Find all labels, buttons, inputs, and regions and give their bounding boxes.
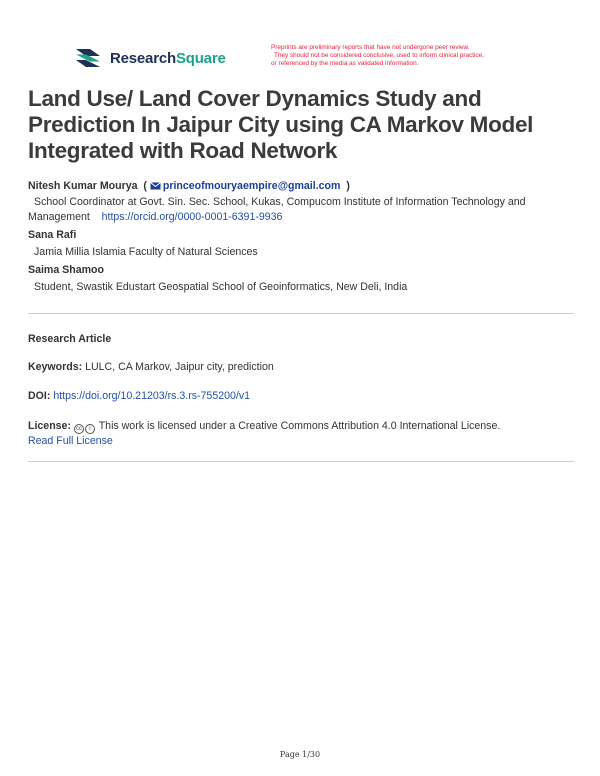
preprint-disclaimer bbox=[271, 44, 533, 68]
author-affiliation: Student, Swastik Edustart Geospatial School of Geoinformatics, New Deli, India bbox=[34, 281, 408, 293]
author-list bbox=[28, 180, 576, 299]
author-affiliation bbox=[28, 196, 576, 209]
article-type-label: Research Article bbox=[28, 333, 112, 345]
author-affiliation-cont bbox=[28, 211, 576, 224]
affiliation-text: Management bbox=[28, 211, 90, 223]
keywords-value: LULC, CA Markov, Jaipur city, prediction bbox=[85, 361, 274, 373]
divider bbox=[28, 313, 574, 314]
read-full-license-link[interactable]: Read Full License bbox=[28, 435, 113, 447]
author-name bbox=[28, 180, 576, 193]
author-affiliation: Jamia Millia Islamia Faculty of Natural Sciences bbox=[34, 246, 258, 258]
article-type bbox=[28, 332, 576, 347]
divider bbox=[28, 461, 574, 462]
doi bbox=[28, 389, 576, 404]
author-entry bbox=[28, 229, 576, 259]
author-entry bbox=[28, 180, 576, 224]
doi-label: DOI: bbox=[28, 390, 51, 402]
orcid-link[interactable]: https://orcid.org/0000-0001-6391-9936 bbox=[101, 211, 283, 223]
disclaimer-line: They should not be considered conclusive, used to inform clinical practice, bbox=[274, 52, 484, 59]
page-footer bbox=[0, 750, 600, 759]
cc-icon: cc bbox=[75, 426, 82, 432]
author-email-link[interactable]: princeofmouryaempire@gmail.com bbox=[162, 180, 341, 192]
author-entry bbox=[28, 264, 576, 294]
cc-by-icon: i bbox=[85, 424, 95, 434]
logo-word-research: Research bbox=[110, 49, 176, 67]
email-paren: ( bbox=[140, 180, 147, 192]
research-square-logo-icon bbox=[74, 47, 102, 69]
author-name: Sana Rafi bbox=[28, 229, 77, 241]
title-line: Prediction In Jaipur City using CA Markov Model bbox=[28, 112, 534, 137]
disclaimer-line: Preprints are preliminary reports that have not undergone peer review. bbox=[271, 44, 470, 51]
license bbox=[28, 419, 576, 449]
keywords-label: Keywords: bbox=[28, 361, 83, 373]
page-number: Page 1/30 bbox=[279, 750, 321, 759]
author-name: Saima Shamoo bbox=[28, 264, 104, 276]
logo-wordmark bbox=[110, 50, 226, 67]
header bbox=[0, 0, 600, 80]
title-line: Integrated with Road Network bbox=[28, 138, 338, 163]
research-square-logo[interactable] bbox=[74, 47, 226, 69]
keywords bbox=[28, 360, 576, 375]
license-text: This work is licensed under a Creative Commons Attribution 4.0 International License. bbox=[98, 420, 501, 432]
disclaimer-line: or referenced by the media as validated information. bbox=[271, 60, 419, 67]
affiliation-text: School Coordinator at Govt. Sin. Sec. School, Kukas, Compucom Institute of Information Technology and bbox=[34, 196, 526, 208]
envelope-icon bbox=[150, 182, 161, 190]
author-name-text: Nitesh Kumar Mourya bbox=[28, 180, 138, 192]
paper-title bbox=[28, 86, 576, 164]
doi-link[interactable]: https://doi.org/10.21203/rs.3.rs-755200/v1 bbox=[53, 390, 251, 402]
email-paren: ) bbox=[343, 180, 350, 192]
title-line: Land Use/ Land Cover Dynamics Study and bbox=[28, 86, 482, 111]
logo-word-square: Square bbox=[175, 49, 226, 67]
license-label: License: bbox=[28, 420, 71, 432]
